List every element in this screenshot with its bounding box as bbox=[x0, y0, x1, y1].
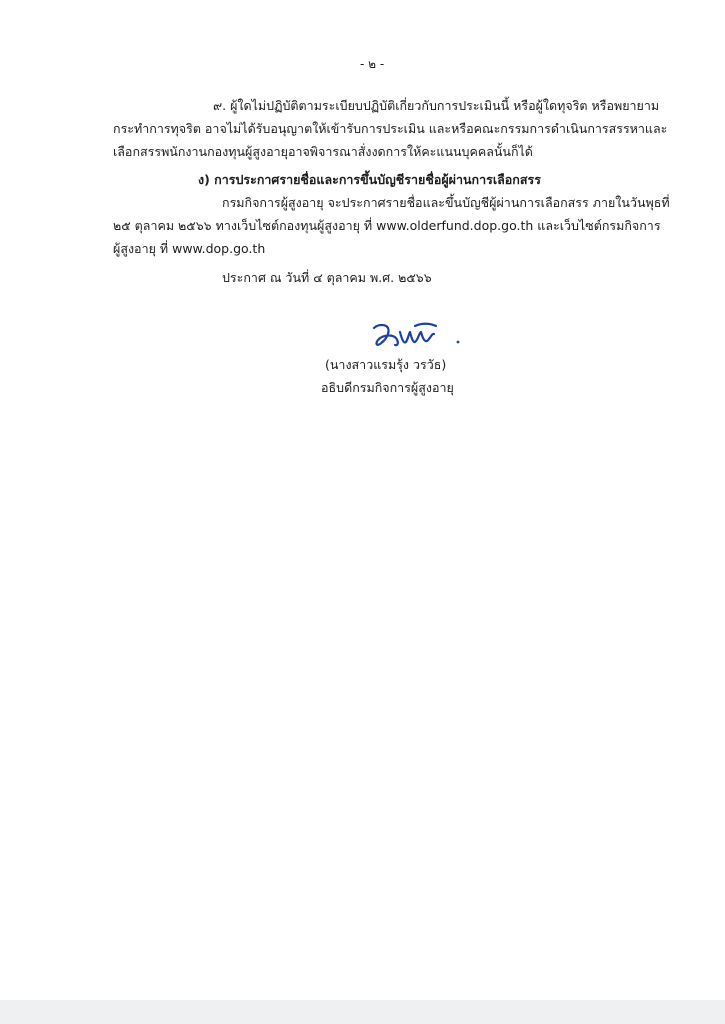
clause-9-line-1: ๙. ผู้ใดไม่ปฏิบัติตามระเบียบปฏิบัติเกี่ยวกับการประเมินนี้ หรือผู้ใดทุจริต หรือพยายาม bbox=[213, 98, 660, 113]
scan-bottom-band bbox=[0, 1000, 725, 1024]
section-d-line-2: ๒๕ ตุลาคม ๒๕๖๖ ทางเว็บไซต์กองทุนผู้สูงอายุ ที่ www.olderfund.dop.go.th และเว็บไซต์กรมกิจการ bbox=[113, 218, 661, 233]
page-number: - ๒ - bbox=[360, 57, 385, 71]
section-d-line-3: ผู้สูงอายุ ที่ www.dop.go.th bbox=[113, 241, 266, 256]
clause-9-line-2: กระทำการทุจริต อาจไม่ได้รับอนุญาตให้เข้ารับการประเมิน และหรือคณะกรรมการดำเนินการสรรหาและ bbox=[113, 121, 668, 136]
signatory-name: (นางสาวแรมรุ้ง วรวัธ) bbox=[325, 357, 447, 372]
signatory-title: อธิบดีกรมกิจการผู้สูงอายุ bbox=[321, 380, 454, 395]
handwritten-signature bbox=[368, 318, 468, 352]
section-d-line-1: กรมกิจการผู้สูงอายุ จะประกาศรายชื่อและขึ้นบัญชีผู้ผ่านการเลือกสรร ภายในวันพุธที่ bbox=[222, 195, 670, 210]
section-d-heading: ง) การประกาศรายชื่อและการขึ้นบัญชีรายชื่อผู้ผ่านการเลือกสรร bbox=[198, 172, 541, 187]
announcement-date: ประกาศ ณ วันที่ ๔ ตุลาคม พ.ศ. ๒๕๖๖ bbox=[222, 270, 432, 285]
clause-9-line-3: เลือกสรรพนักงานกองทุนผู้สูงอายุอาจพิจารณาสั่งงดการให้คะแนนบุคคลนั้นก็ได้ bbox=[113, 144, 533, 159]
